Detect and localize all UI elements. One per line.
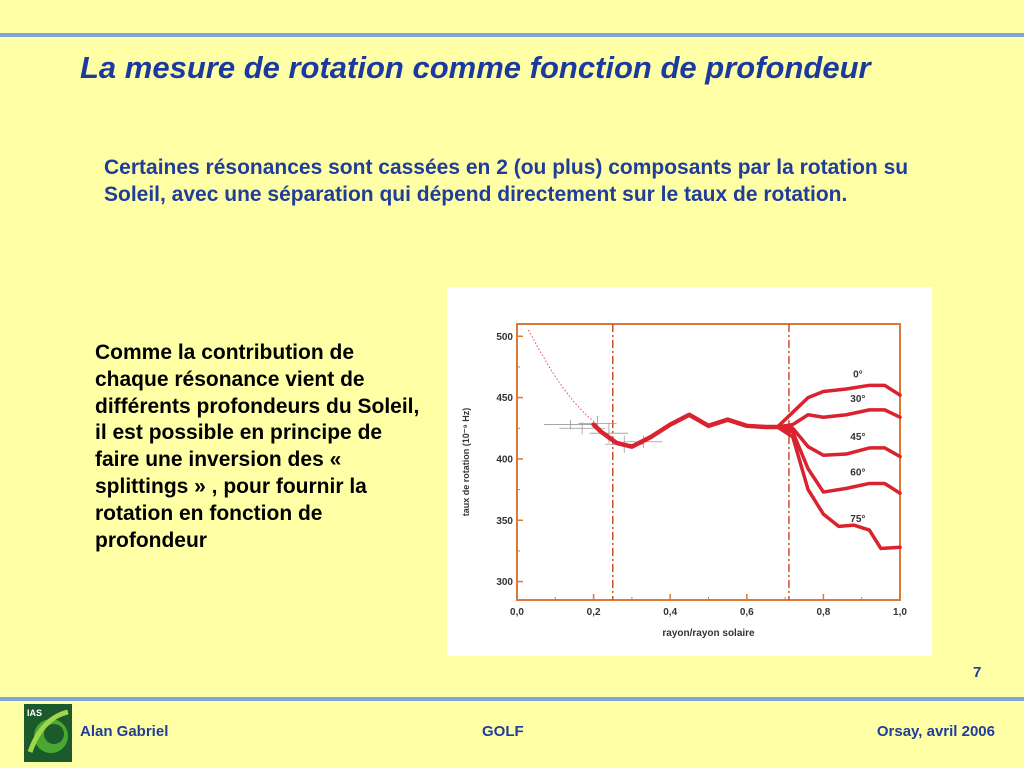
x-tick-label: 0,8 xyxy=(816,607,831,618)
ias-logo xyxy=(24,704,72,762)
slide-title: La mesure de rotation comme fonction de profondeur xyxy=(80,50,871,85)
series-label: 60° xyxy=(850,467,866,479)
top-rule xyxy=(0,33,1024,37)
series-label: 0° xyxy=(853,369,863,381)
footer-project: GOLF xyxy=(482,723,524,740)
ias-logo-icon xyxy=(24,704,72,762)
footer-place-date: Orsay, avril 2006 xyxy=(876,723,995,740)
x-tick-label: 0,6 xyxy=(739,607,754,618)
y-tick-label: 400 xyxy=(496,454,513,466)
core-extrapolation-line xyxy=(528,330,597,424)
series-label: 75° xyxy=(850,514,866,526)
x-tick-label: 0,2 xyxy=(586,607,601,618)
interior-rotation-line xyxy=(594,415,778,447)
series-label: 45° xyxy=(850,431,866,443)
footer-author: Alan Gabriel xyxy=(80,723,169,740)
series-line-4 xyxy=(777,427,900,548)
y-tick-label: 500 xyxy=(496,331,513,343)
y-axis-label: taux de rotation (10⁻⁹ Hz) xyxy=(461,407,471,517)
series-label: 30° xyxy=(850,393,866,405)
intro-paragraph: Certaines résonances sont cassées en 2 (ou plus) composants par la rotation su Soleil, avec une séparation qui dépend directement sur le taux de rotation. xyxy=(104,156,909,206)
bottom-rule xyxy=(0,697,1024,701)
chart-panel xyxy=(447,287,932,656)
x-tick-label: 1,0 xyxy=(893,607,907,618)
rotation-chart xyxy=(447,287,932,656)
side-paragraph: Comme la contribution de chaque résonance vient de différents profondeurs du Soleil, il est possible en principe de faire une inversion des « splittings » , pour fournir la rotation en fonction de profondeur xyxy=(95,341,420,552)
y-tick-label: 350 xyxy=(496,515,513,527)
logo-text: IAS xyxy=(27,708,43,718)
x-tick-label: 0,0 xyxy=(510,607,524,618)
plot-frame xyxy=(517,324,900,600)
series-line-3 xyxy=(777,427,900,493)
series-line-1 xyxy=(777,410,900,427)
x-axis-label: rayon/rayon solaire xyxy=(662,628,755,639)
page-number: 7 xyxy=(973,664,982,681)
y-tick-label: 450 xyxy=(496,393,513,405)
y-tick-label: 300 xyxy=(496,577,513,589)
x-tick-label: 0,4 xyxy=(663,607,678,618)
